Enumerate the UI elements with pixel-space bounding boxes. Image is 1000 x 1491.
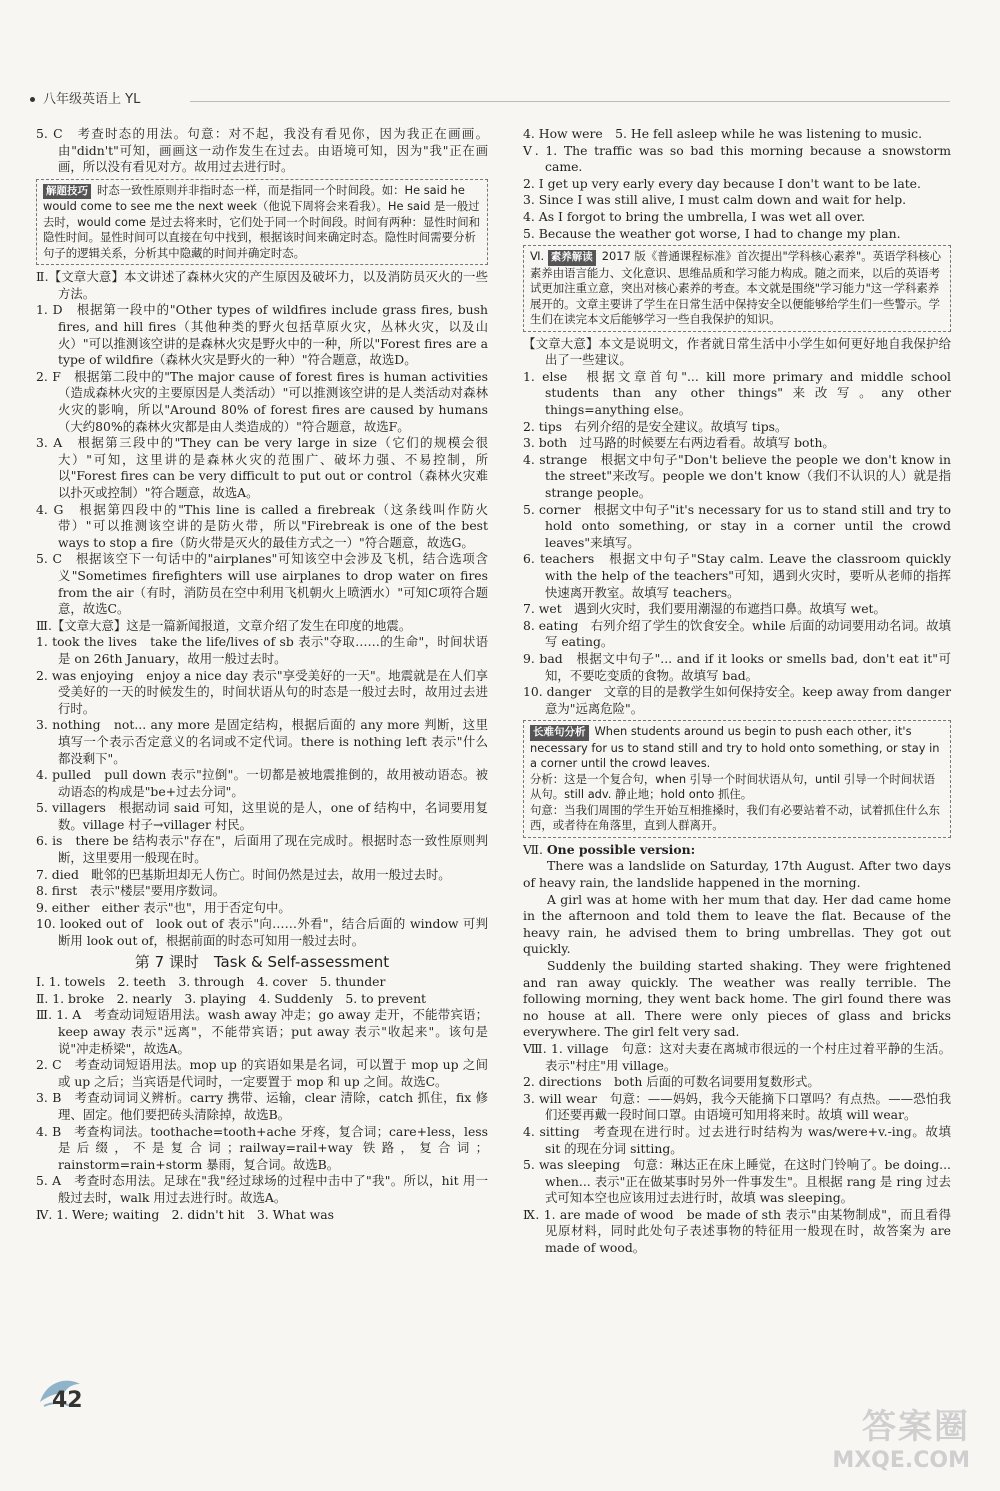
answer-item: 9. either either 表示"也"，用于否定句中。 [36, 899, 291, 915]
answer-item: 3. B 考查动词词义辨析。carry 携带、运输，clear 清除，catch 抓住，fix 修理、固定。他们要把砖头清除掉，故选B。 [36, 1090, 488, 1122]
answer-item: 5. was sleeping 句意：琳达正在床上睡觉，在这时门铃响了。be doing... when... 表示"正在做某事时另外一件事发生"。且根据 rang 是 ring 过去式可知本空也应该用过去进行时，故填 was sleeping。 [523, 1157, 951, 1206]
answer-item: 4. G 根据第四段中的"This line is called a firebreak（这条线叫作防火带）"可以推测该空讲的是防火带，所以"Firebreak is one of the best ways to stop a fire（防火带是灭火的最佳方式之一）"符合题意，故选G。 [36, 501, 488, 550]
right-top-section [523, 126, 951, 242]
box-tag: 解题技巧 [43, 184, 91, 200]
answer-item: 4. How were 5. He fell asleep while he was listening to music. [523, 126, 923, 141]
answer-item: 1. D 根据第一段中的"Other types of wildfires include grass fires, bush fires, and hill fires（其他种类的野火包括草原火灾，丛林火灾，以及山火）"可以推测该空讲的是森林火灾是野火中的一种，所以"Forest fires are a type of wildfire（森林火灾是野火的一种）"符合题意，故选D。 [36, 302, 488, 368]
essay-title: One possible version: [546, 841, 696, 857]
answer-item: 2. directions both 后面的可数名词要用复数形式。 [523, 1074, 820, 1090]
right-mid-section [523, 336, 951, 718]
box-tag: 素养解读 [548, 250, 596, 266]
answer-item: 5. Because the weather got worse, I had to change my plan. [523, 225, 901, 241]
answer-item: 3. A 根据第三段中的"They can be very large in size（它们的规模会很大）"可知，这里讲的是森林火灾的范围广、破坏力强、不易控制，所以"Forest fires can be very difficult to put out or control（森林火灾难以扑灭或控制）"符合题意，故选A。 [36, 435, 488, 500]
answer-item: 2. tips 右列介绍的是安全建议。故填写 tips。 [523, 418, 788, 434]
answer-item: Ⅰ. 1. towels 2. teeth 3. through 4. cover 5. thunder [36, 974, 386, 990]
answer-item: Ⅲ. 1. A 考查动词短语用法。wash away 冲走；go away 走开，不能带宾语；keep away 表示"远离"，不能带宾语；put away 表示"收起来"。该句是说"冲走桥梁"，故选A。 [36, 1007, 488, 1056]
answer-item: 3. nothing not... any more 是固定结构，根据后面的 any more 判断，这里填写一个表示否定意义的名词或不定代词。there is nothing left 表示"什么都没剩下"。 [36, 717, 488, 766]
answer-item: 10. looked out of look out of 表示"向……外看"，结合后面的 window 可判断用 look out of，根据前面的时态可知用一般过去时。 [36, 916, 488, 949]
box-tag: 长难句分析 [530, 725, 589, 741]
page-number: 42 [52, 1388, 83, 1413]
watermark-text: 答案圈 [862, 1407, 970, 1447]
essay-paragraph: Suddenly the building started shaking. They were frightened and ran away quickly. The weather was really terrible. The following morning, they went back home. The girl found there was no house at all. There were only pieces of glass and bricks everywhere. The girl felt very sad. [523, 957, 951, 1040]
answer-item: 【文章大意】本文是说明文，作者就日常生活中小学生如何更好地自我保护给出了一些建议。 [523, 335, 951, 368]
answer-item: 3. will wear 句意：——妈妈，我今天能摘下口罩吗？有点热。——恐怕我们还要再戴一段时间口罩。由语境可知用将来时。故填 will wear。 [523, 1090, 951, 1123]
answer-item: Ⅲ.【文章大意】这是一篇新闻报道，文章介绍了发生在印度的地震。 [36, 617, 412, 633]
answer-item: 3. both 过马路的时候要左右两边看看。故填写 both。 [523, 435, 835, 451]
answer-item: 8. eating 右列介绍了学生的饮食安全。while 后面的动词要用动名词。故填写 eating。 [523, 617, 951, 650]
lesson-title: 第 7 课时 Task & Self-assessment [134, 952, 390, 971]
answer-item: 10. danger 文章的目的是教学生如何保持安全。keep away from danger 意为"远离危险"。 [523, 684, 951, 716]
answer-item: 5. corner 根据文中句子"it's necessary for us to stand still and try to hold onto something, or stay in a corner until the crowd leaves"来填写。 [523, 501, 951, 550]
answer-item: Ⅸ. 1. are made of wood be made of sth 表示"由某物制成"，而且看得见原材料，同时此处句子表述事物的特征用一般现在时，故答案为 are made of wood。 [523, 1206, 951, 1256]
answer-item: 5. C 考查时态的用法。句意：对不起，我没有看见你，因为我正在画画。由"didn't"可知，画画这一动作发生在过去。由语境可知，因为"我"正在画画，所以没有看见对方。故用过去进行时。 [36, 126, 488, 175]
watermark [832, 1399, 970, 1473]
translation-text: 句意：当我们周围的学生开始互相推搡时，我们有必要站着不动，试着抓住什么东西，或者待在角落里，直到人群离开。 [530, 802, 941, 833]
essay [523, 842, 951, 1041]
essay-paragraph: There was a landslide on Saturday, 17th August. After two days of heavy rain, the landslide happened in the morning. [523, 858, 951, 890]
answer-item: 1. took the lives take the life/lives of sb 表示"夺取……的生命"，时间状语是 on 26th January，故用一般过去时。 [36, 634, 488, 666]
answer-item: 1. else 根据文章首句"... kill more primary and middle school students than any other things"来改写。any other things=anything else。 [523, 368, 951, 418]
box-text: 时态一致性原则并非指时态一样，而是指同一个时间段。如：He said he would come to see me the next week（他说下周将会来看我）。He said 是一般过去时，would come 是过去将来时，它们处于同一个时间段。时间有两种：显性时间和隐性时间。显性时间可以直接在句中找到，根据该时间来确定时态。隐性时间需要分析句子的逻辑关系，分析其中隐藏的时间并确定时态。 [43, 182, 480, 260]
answer-item: 7. wet 遇到火灾时，我们要用潮湿的布遮挡口鼻。故填写 wet。 [523, 601, 886, 617]
section-prefix: Ⅶ. [523, 841, 543, 857]
bullet-icon [30, 97, 35, 102]
section-prefix: Ⅵ. [530, 249, 545, 264]
answer-item: 5. villagers 根据动词 said 可知，这里说的是人，one of 结构中，名词要用复数。village 村子→villager 村民。 [36, 800, 488, 832]
answer-item: 8. first 表示"楼层"要用序数词。 [36, 883, 225, 899]
answer-item: 4. pulled pull down 表示"拉倒"。一切都是被地震推倒的，故用被动语态。被动语态的构成是"be+过去分词"。 [36, 767, 488, 799]
answer-item: Ⅴ. 1. The traffic was so bad this morning because a snowstorm came. [523, 142, 951, 175]
sentence-analysis-box [523, 720, 951, 838]
page-header [30, 88, 950, 112]
answer-item: 7. died 毗邻的巴基斯坦却无人伤亡。时间仍然是过去，故用一般过去时。 [36, 866, 451, 882]
answer-item: 4. As I forgot to bring the umbrella, I was wet all over. [523, 208, 866, 224]
answer-item: Ⅳ. 1. Were; waiting 2. didn't hit 3. What was [36, 1206, 334, 1222]
answer-item: Ⅱ. 1. broke 2. nearly 3. playing 4. Suddenly 5. to prevent [36, 990, 427, 1006]
right-column [523, 126, 951, 1257]
header-title: 八年级英语上 YL [43, 92, 141, 107]
answer-item: 9. bad 根据文中句子"... and if it looks or smells bad, don't eat it"可知，不要吃变质的食物。故填写 bad。 [523, 650, 951, 683]
answer-item: 5. C 根据该空下一句话中的"airplanes"可知该空中会涉及飞机，结合选项含义"Sometimes firefighters will use airplanes to drop water on fires from the air（有时，消防员在空中利用飞机朝火上喷洒水）"可知C项符合题意，故选C。 [36, 551, 488, 617]
right-bottom-section [523, 1041, 951, 1257]
answer-item: 6. is there be 结构表示"存在"，后面用了现在完成时。根据时态一致性原则判断，这里要用一般现在时。 [36, 833, 488, 866]
solving-tips-box [36, 179, 488, 266]
header-rule [190, 101, 950, 102]
answer-item: 3. Since I was still alive, I must calm down and wait for help. [523, 192, 907, 208]
answer-item: 4. strange 根据文中句子"Don't believe the people we don't know in the street"来改写。people we don't know（我们不认识的人）就是指 strange people。 [523, 451, 951, 500]
answer-item: 2. C 考查动词短语用法。mop up 的宾语如果是名词，可以置于 mop up 之间或 up 之后；当宾语是代词时，一定要置于 mop 和 up 之间。故选C。 [36, 1057, 488, 1089]
answer-item: 5. A 考查时态用法。足球在"我"经过球场的过程中击中了"我"。所以，hit 用一般过去时，walk 用过去进行时。故选A。 [36, 1173, 488, 1205]
answer-item: 6. teachers 根据文中句子"Stay calm. Leave the classroom quickly with the help of the teachers"可知，遇到火灾时，要听从老师的指挥快速离开教室。故填写 teachers。 [523, 551, 951, 600]
answer-item: Ⅷ. 1. village 句意：这对夫妻在离城市很远的一个村庄过着平静的生活。表示"村庄"用 village。 [523, 1040, 951, 1073]
answer-item: 2. I get up very early every day because I don't want to be late. [523, 175, 921, 191]
analysis-text: 分析：这是一个复合句，when 引导一个时间状语从句，until 引导一个时间状语从句。still adv. 静止地；hold onto 抓住。 [530, 771, 935, 802]
left-column [36, 126, 488, 1223]
answer-item: 4. B 考查构词法。toothache=tooth+ache 牙疼，复合词；care+less，less 是后缀，不是复合词；railway=rail+way 铁路，复合词；rainstorm=rain+storm 暴雨，复合词。故选B。 [36, 1123, 488, 1172]
answer-item: Ⅱ.【文章大意】本文讲述了森林火灾的产生原因及破坏力，以及消防员灭火的一些方法。 [36, 269, 488, 301]
essay-paragraph: A girl was at home with her mum that day. Her dad came home in the afternoon and told them to leave the flat. Because of the heavy rain, he advised them to bring umbrellas. They got out quickly. [523, 891, 951, 957]
box-text: When students around us begin to push each other, it's necessary for us to stand still and try to hold onto something, or stay in a corner until the crowd leaves. [530, 724, 940, 771]
answer-item: 4. sitting 考查现在进行时。过去进行时结构为 was/were+v.-ing。故填 sit 的现在分词 sitting。 [523, 1123, 951, 1156]
answer-item: 2. F 根据第二段中的"The major cause of forest fires is human activities（造成森林火灾的主要原因是人类活动）"可以推测该空讲的是人类活动对森林火灾的影响，所以"Around 80% of forest fires are caused by humans（大约80%的森林火灾都是由人类造成的）"符合题意，故选F。 [36, 368, 488, 434]
answer-item: 2. was enjoying enjoy a nice day 表示"享受美好的一天"。地震就是在人们享受美好的一天的时候发生的，时间状语从句的时态是一般过去时，故用过去进行时。 [36, 667, 488, 716]
box-text: 2017 版《普通课程标准》首次提出"学科核心素养"。英语学科核心素养由语言能力、文化意识、思维品质和学习能力构成。随之而来，以后的英语考试更加注重立意，突出对核心素养的考查。本文就是围绕"学习能力"这一学科素养展开的。文章主要讲了学生在日常生活中保持安全以便能够给学生们一些警示。学生们在读完本文后能够学习一些自我保护的知识。 [530, 249, 942, 327]
literacy-box [523, 245, 951, 332]
watermark-url: MXQE.COM [832, 1448, 970, 1473]
